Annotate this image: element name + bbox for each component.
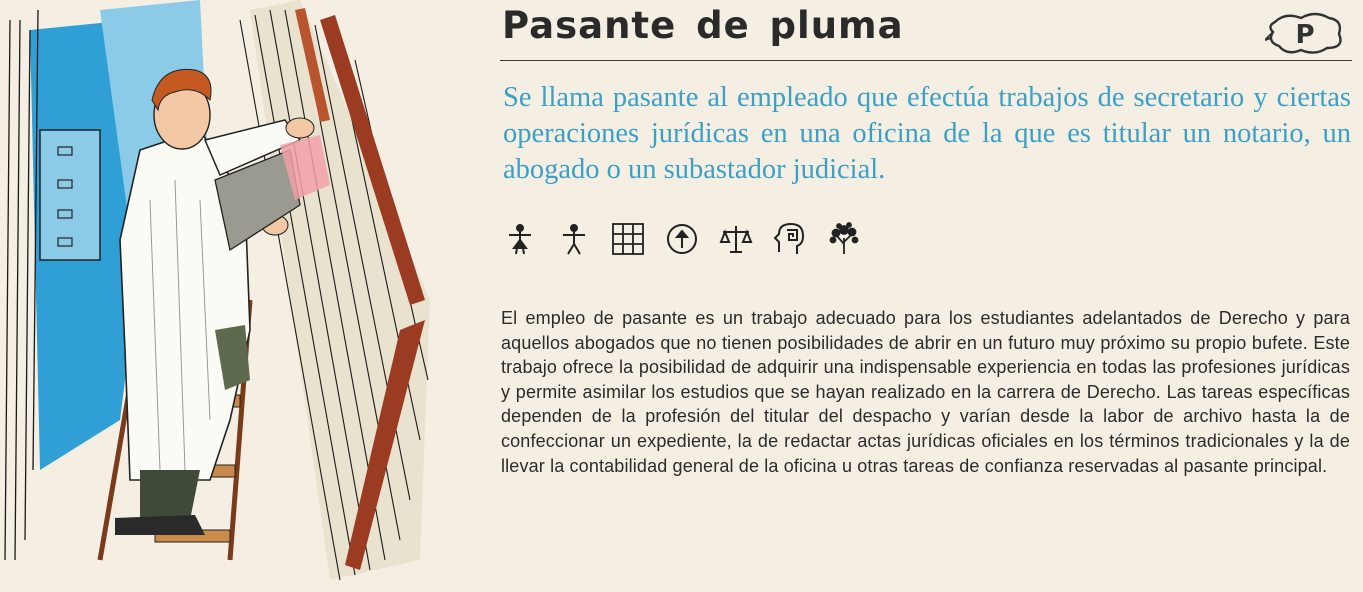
- page-title: Pasante de pluma: [502, 4, 904, 47]
- circled-up-arrow-icon: [665, 222, 699, 256]
- head-profile-icon: [773, 222, 807, 256]
- clerk-illustration: [0, 0, 440, 592]
- tree-icon: [827, 222, 861, 256]
- female-figure-icon: [503, 222, 537, 256]
- grid-icon: [611, 222, 645, 256]
- body-paragraph: El empleo de pasante es un trabajo adecuado para los estudiantes adelantados de Derecho y para aquellos abogados que no tienen posibilidades de abrir en un futuro muy próximo su propio bufete. Este trabajo ofrece la posibilidad de adquirir una indispensable experiencia en todas las profesiones jurídicas y permite asimilar los estudios que se hayan realizado en la carrera de Derecho. Las tareas específicas dependen de la profesión del titular del despacho y varían desde la labor de archivo hasta la de confeccionar un expediente, la de redactar actas jurídicas oficiales en los términos tradicionales y la de llevar la contabilidad general de la oficina u otras tareas de confianza reservadas al pasante principal.: [501, 308, 1350, 476]
- profession-badge: [1265, 10, 1345, 56]
- title-rule: [500, 60, 1352, 61]
- scales-icon: [719, 222, 753, 256]
- badge-letter: P: [1295, 20, 1315, 50]
- attribute-icons: [503, 222, 881, 256]
- male-figure-icon: [557, 222, 591, 256]
- lead-paragraph: Se llama pasante al empleado que efectúa trabajos de secretario y ciertas operaciones jurídicas en una oficina de la que es titular un notario, un abogado o un subastador judicial.: [503, 82, 1351, 185]
